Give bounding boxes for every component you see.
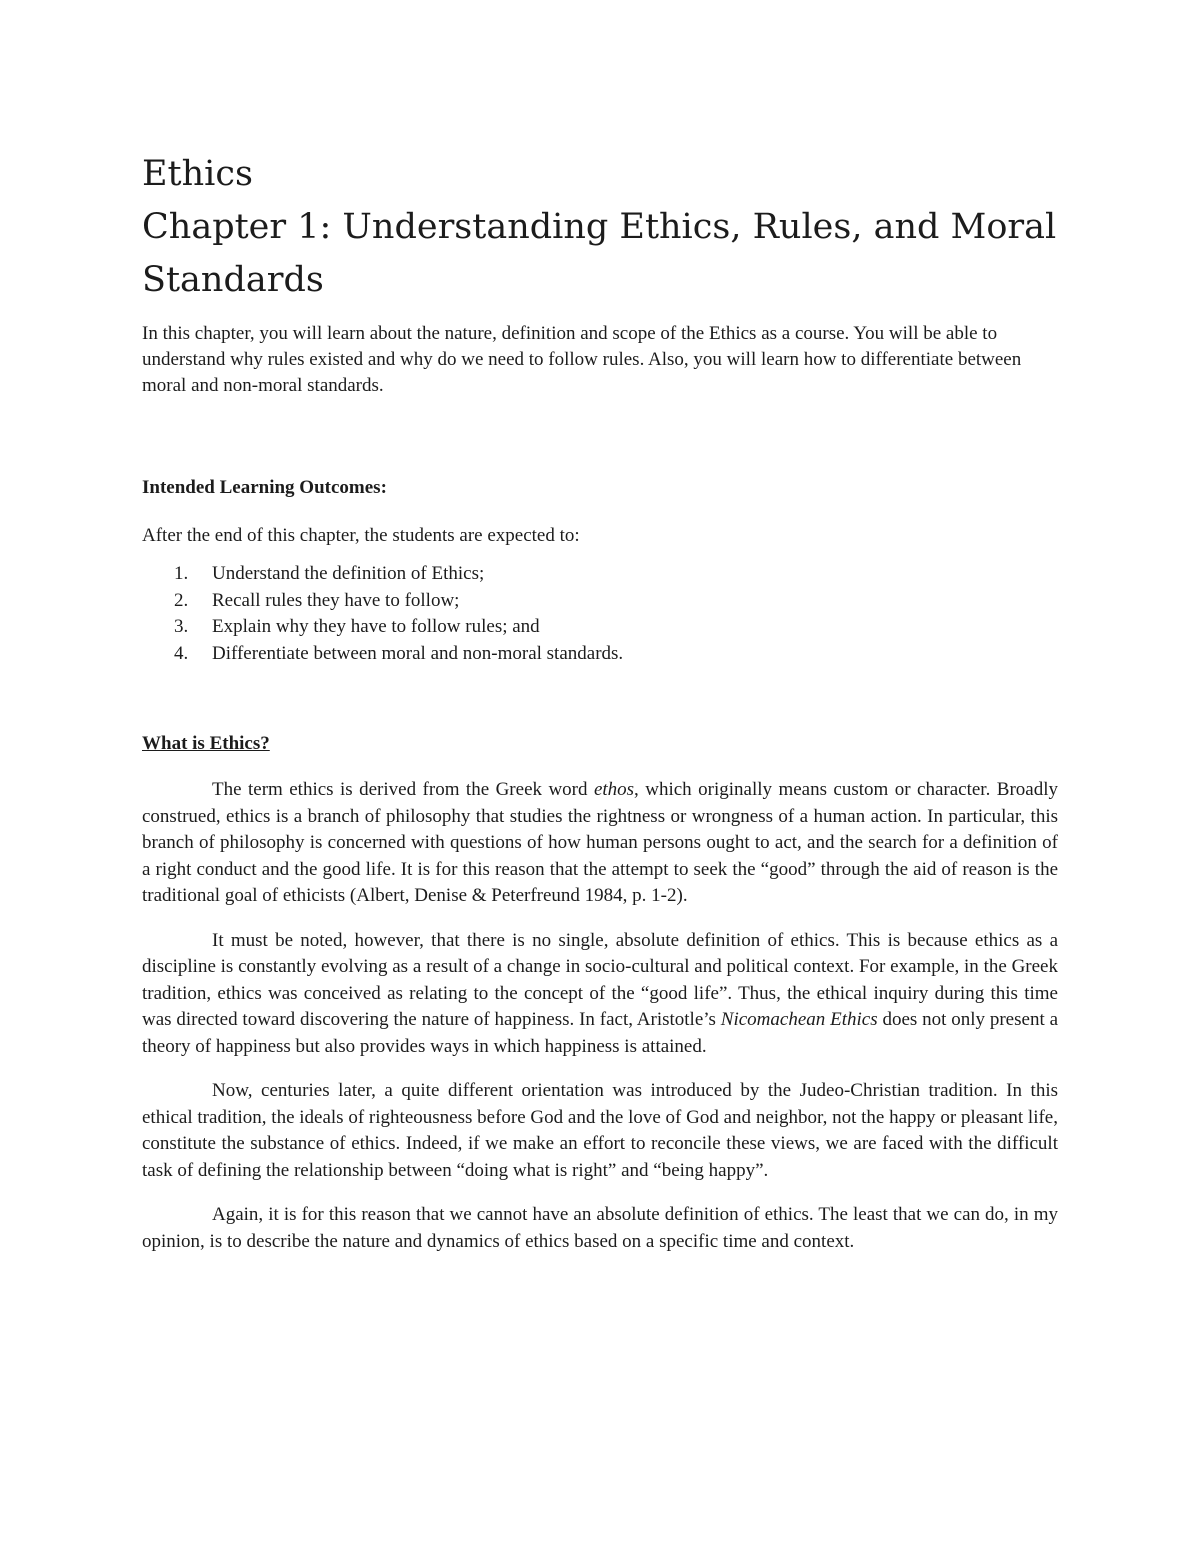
list-item-text: Recall rules they have to follow; <box>212 589 460 611</box>
paragraph-emphasis: Nicomachean Ethics <box>720 1009 878 1030</box>
list-item-number: 3. <box>174 616 189 637</box>
paragraph-no-absolute-definition <box>142 928 1058 1061</box>
paragraph-text: It must be noted, however, that there is no single, absolute definition of ethics. This is because ethics as a discipline is constantly evolving as a result of a change in socio-cultural and political context. For example, in the Greek tradition, ethics was conceived as relating to the concept of the “good life”. Thus, the ethical inquiry during this time was directed toward discovering the nature of happiness. In fact, Aristotle’s <box>142 929 1058 1030</box>
paragraph-emphasis: ethos <box>593 779 635 800</box>
document-title: Ethics <box>142 154 253 194</box>
chapter-title: Chapter 1: Understanding Ethics, Rules, and Moral Standards <box>142 207 1057 300</box>
paragraph-ethics-definition <box>142 777 1058 910</box>
outcomes-heading: Intended Learning Outcomes: <box>142 477 387 498</box>
paragraph-text: does not only present a theory of happiness but also provides ways in which happiness is attained. <box>142 1009 1058 1057</box>
document-page <box>142 148 1058 1255</box>
list-item-number: 1. <box>174 563 189 584</box>
paragraph-judeo-christian: Now, centuries later, a quite different orientation was introduced by the Judeo-Christian tradition. In this ethical tradition, the ideals of righteousness before God and the love of God and neighbor, not the happy or pleasant life, constitute the substance of ethics. Indeed, if we make an effort to reconcile these views, we are faced with the difficult task of defining the relationship between “doing what is right” and “being happy”. <box>142 1080 1058 1181</box>
list-item-number: 2. <box>174 589 189 611</box>
paragraph-text: , which originally means custom or character. Broadly construed, ethics is a branch of philosophy that studies the rightness or wrongness of a human action. In particular, this branch of philosophy is concerned with questions of how human persons ought to act, and the search for a definition of a right conduct and the good life. It is for this reason that the attempt to seek the “good” through the aid of reason is the traditional goal of ethicists (Albert, Denise & Peterfreund 1984, p. 1-2). <box>142 779 1058 906</box>
outcomes-list <box>142 561 1058 667</box>
list-item-text: Explain why they have to follow rules; and <box>212 616 540 637</box>
section-heading: What is Ethics? <box>142 733 270 754</box>
paragraph-text: The term ethics is derived from the Greek word <box>212 779 594 800</box>
list-item <box>142 588 1058 615</box>
list-item-number: 4. <box>174 642 189 664</box>
list-item <box>142 614 1058 641</box>
list-item <box>142 561 1058 588</box>
list-item-text: Understand the definition of Ethics; <box>212 563 485 584</box>
list-item <box>142 641 1058 668</box>
list-item-text: Differentiate between moral and non-moral standards. <box>212 642 624 664</box>
paragraph-conclusion: Again, it is for this reason that we cannot have an absolute definition of ethics. The least that we can do, in my opinion, is to describe the nature and dynamics of ethics based on a specific time and context. <box>142 1204 1058 1252</box>
chapter-intro: In this chapter, you will learn about the nature, definition and scope of the Ethics as a course. You will be able to understand why rules existed and why do we need to follow rules. Also, you will learn how to differentiate between moral and non-moral standards. <box>142 323 1022 396</box>
outcomes-lead: After the end of this chapter, the students are expected to: <box>142 525 580 546</box>
